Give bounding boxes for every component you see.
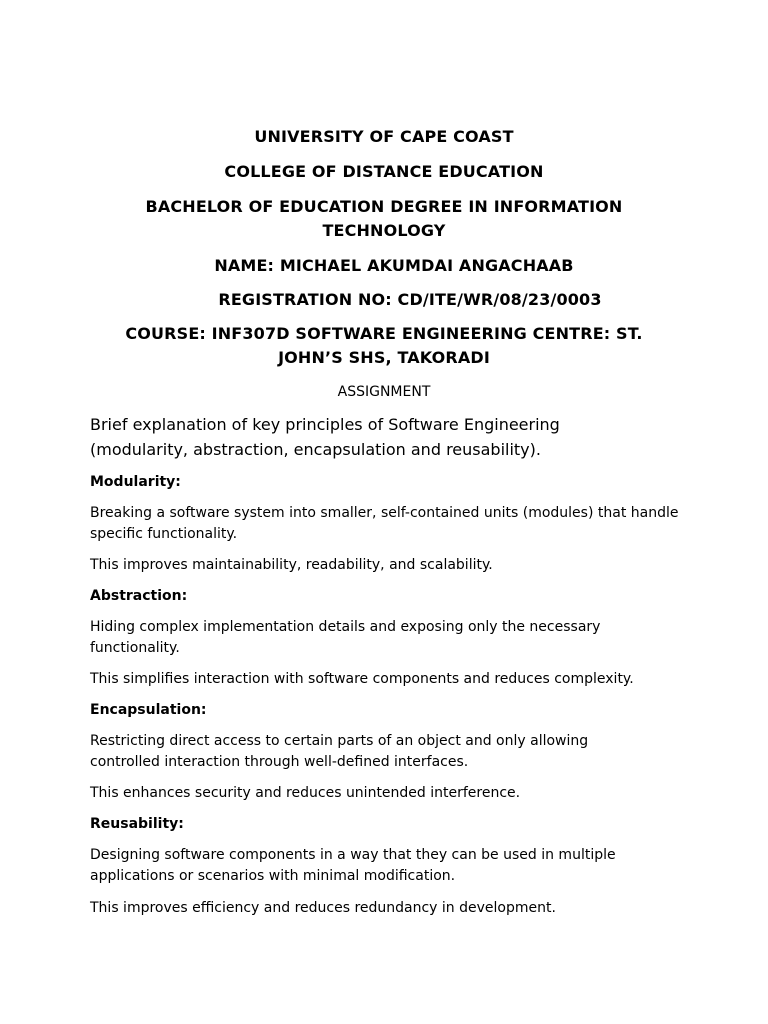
section-benefit-modularity: This improves maintainability, readability, and scalability.: [90, 557, 493, 573]
registration-number: REGISTRATION NO: CD/ITE/WR/08/23/0003: [218, 290, 602, 309]
assignment-question: Brief explanation of key principles of Software Engineering (modularity, abstraction, encapsulation and reusability).: [90, 415, 560, 459]
college-title: COLLEGE OF DISTANCE EDUCATION: [224, 162, 544, 181]
student-name: NAME: MICHAEL AKUMDAI ANGACHAAB: [214, 256, 574, 275]
section-heading-reusability: Reusability:: [90, 816, 184, 832]
section-benefit-abstraction: This simplifies interaction with software components and reduces complexity.: [90, 671, 634, 687]
section-heading-modularity: Modularity:: [90, 474, 181, 490]
section-definition-reusability: Designing software components in a way that they can be used in multiple applications or scenarios with minimal modification.: [90, 847, 616, 884]
section-benefit-encapsulation: This enhances security and reduces unintended interference.: [90, 785, 521, 801]
section-heading-encapsulation: Encapsulation:: [90, 702, 207, 718]
section-definition-abstraction: Hiding complex implementation details and exposing only the necessary functionality.: [90, 619, 601, 656]
section-heading-abstraction: Abstraction:: [90, 588, 188, 604]
course-info: COURSE: INF307D SOFTWARE ENGINEERING CENTRE: ST. JOHN’S SHS, TAKORADI: [125, 324, 643, 367]
assignment-label: ASSIGNMENT: [337, 384, 431, 400]
university-title: UNIVERSITY OF CAPE COAST: [254, 127, 514, 146]
section-definition-encapsulation: Restricting direct access to certain parts of an object and only allowing controlled interaction through well-defined interfaces.: [90, 733, 589, 770]
degree-title: BACHELOR OF EDUCATION DEGREE IN INFORMATION TECHNOLOGY: [145, 197, 623, 240]
section-definition-modularity: Breaking a software system into smaller, self-contained units (modules) that handle specific functionality.: [90, 505, 679, 542]
section-benefit-reusability: This improves efficiency and reduces redundancy in development.: [90, 900, 556, 916]
